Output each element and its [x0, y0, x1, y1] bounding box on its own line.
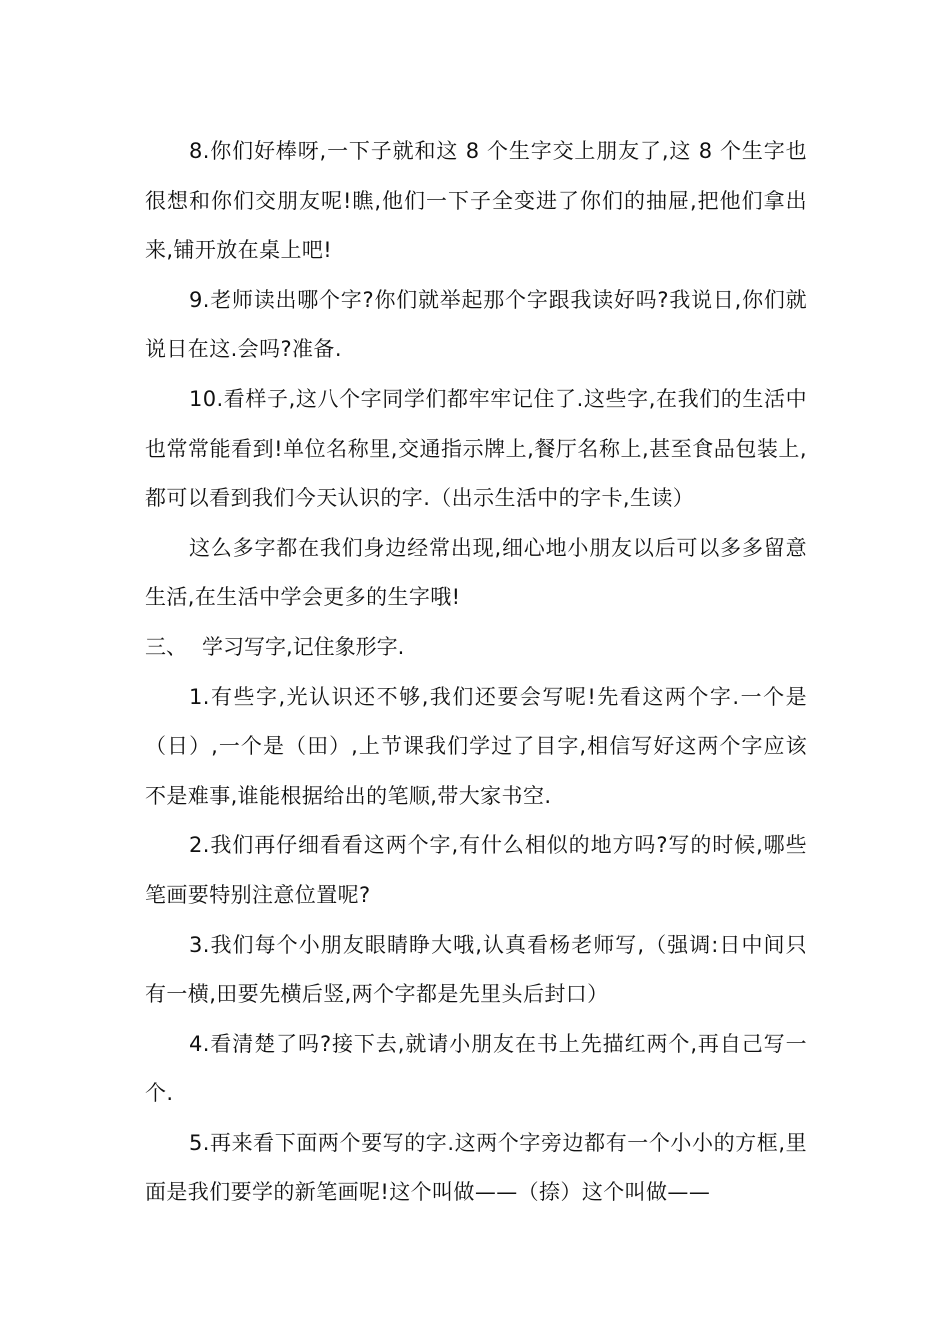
- section-title: 学习写字,记住象形字.: [202, 634, 405, 659]
- paragraph-step-4: 4.看清楚了吗?接下去,就请小朋友在书上先描红两个,再自己写一个.: [145, 1031, 807, 1106]
- paragraph-step-3: 3.我们每个小朋友眼睛睁大哦,认真看杨老师写,（强调:日中间只有一横,田要先横后竖,两个字都是先里头后封口）: [145, 932, 807, 1007]
- paragraph-summary: 这么多字都在我们身边经常出现,细心地小朋友以后可以多多留意生活,在生活中学会更多的生字哦!: [145, 535, 807, 610]
- paragraph-step-1: 1.有些字,光认识还不够,我们还要会写呢!先看这两个字.一个是（日）,一个是（田）,上节课我们学过了目字,相信写好这两个字应该不是难事,谁能根据给出的笔顺,带大家书空.: [145, 684, 807, 808]
- paragraph-step-5: 5.再来看下面两个要写的字.这两个字旁边都有一个小小的方框,里面是我们要学的新笔画呢!这个叫做——（捺）这个叫做——: [145, 1130, 807, 1205]
- section-heading: [145, 623, 807, 673]
- section-number: 三、: [145, 634, 187, 659]
- paragraph-9: 9.老师读出哪个字?你们就举起那个字跟我读好吗?我说日,你们就说日在这.会吗?准备.: [145, 287, 807, 362]
- paragraph-10: 10.看样子,这八个字同学们都牢牢记住了.这些字,在我们的生活中也常常能看到!单位名称里,交通指示牌上,餐厅名称上,甚至食品包装上,都可以看到我们今天认识的字.（出示生活中的字卡,生读）: [145, 386, 807, 511]
- paragraph-8: 8.你们好棒呀,一下子就和这 8 个生字交上朋友了,这 8 个生字也很想和你们交朋友呢!瞧,他们一下子全变进了你们的抽屉,把他们拿出来,铺开放在桌上吧!: [145, 139, 807, 263]
- document-body: [145, 127, 807, 1218]
- paragraph-step-2: 2.我们再仔细看看这两个字,有什么相似的地方吗?写的时候,哪些笔画要特别注意位置呢?: [145, 833, 807, 907]
